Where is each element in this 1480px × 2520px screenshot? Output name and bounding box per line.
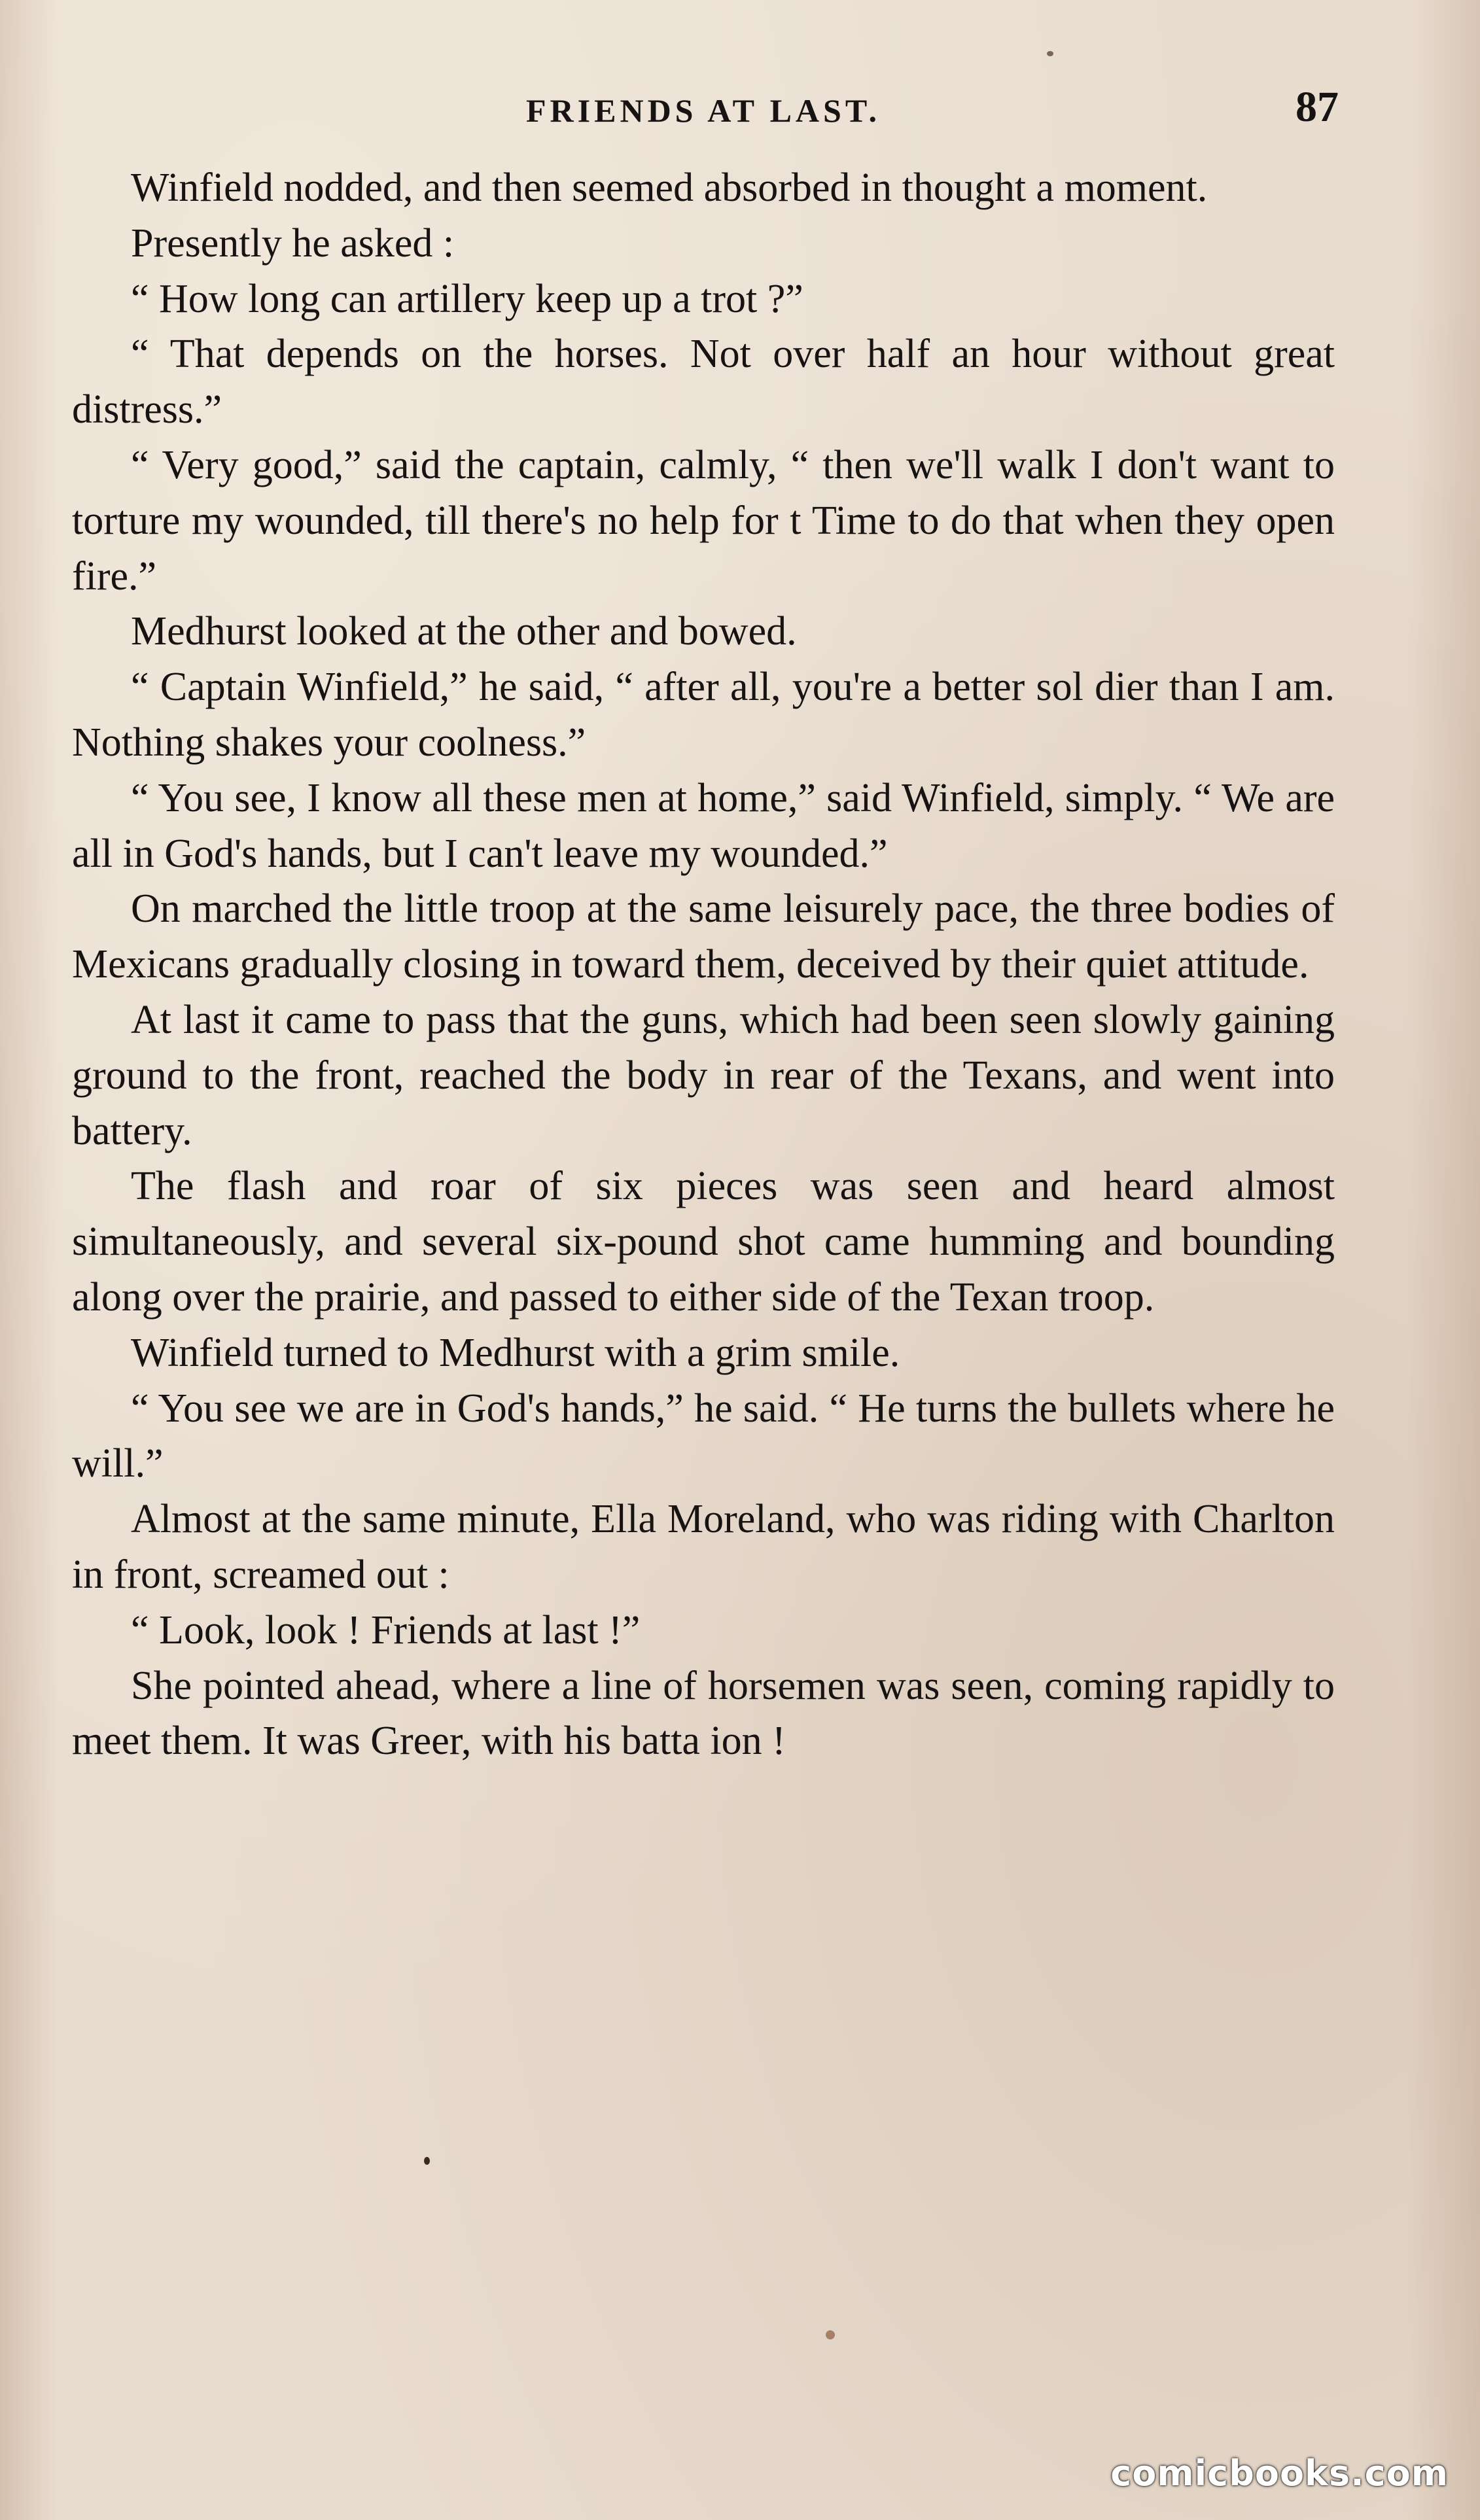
paragraph: Presently he asked : (131, 220, 455, 266)
paragraph: Winfield nodded, and then seemed absorbed in thought a moment. (131, 166, 1208, 210)
watermark-text: comicbooks.com (1110, 2453, 1449, 2494)
paragraph: The flash and roar of six pieces was seen and heard almost simultaneously, and several six-pound shot came humming and bounding along over the prairie, and passed to either side of the Texan troop. (72, 1164, 1335, 1320)
page-number: 87 (1295, 83, 1339, 131)
paragraph: At last it came to pass that the guns, which had been seen slowly gaining ground to the front, reached the body in rear of the Texans, and went into battery. (72, 997, 1335, 1153)
ink-speck (1047, 51, 1053, 56)
paragraph: She pointed ahead, where a line of horsemen was seen, coming rapidly to meet them. It was Greer, with his batta ion ! (72, 1663, 1335, 1764)
paragraph: “ You see we are in God's hands,” he said. “ He turns the bullets where he will.” (72, 1386, 1335, 1486)
paragraph: “ That depends on the horses. Not over half an hour without great distress.” (72, 332, 1335, 432)
paragraph: Almost at the same minute, Ella Moreland, who was riding with Charlton in front, screamed out : (72, 1497, 1335, 1597)
paragraph: Winfield turned to Medhurst with a grim smile. (131, 1330, 900, 1375)
paragraph: “ Captain Winfield,” he said, “ after all, you're a better sol dier than I am. Nothing shakes your coolness.” (72, 665, 1335, 765)
paragraph: “ Very good,” said the captain, calmly, “ then we'll walk I don't want to torture my wounded, till there's no help for t Time to do that when they open fire.” (72, 442, 1335, 599)
ink-speck (826, 2330, 835, 2339)
chapter-text (72, 160, 1335, 1769)
paragraph: “ Look, look ! Friends at last !” (131, 1607, 641, 1653)
paragraph: On marched the little troop at the same leisurely pace, the three bodies of Mexicans gradually closing in toward them, deceived by their quiet attitude. (72, 886, 1335, 987)
paragraph: Medhurst looked at the other and bowed. (131, 609, 797, 654)
paragraph: “ You see, I know all these men at home,” said Winfield, simply. “ We are all in God's hands, but I can't leave my wounded.” (72, 775, 1335, 876)
running-head: FRIENDS AT LAST. (526, 92, 881, 129)
page-header (72, 79, 1339, 137)
paragraph: “ How long can artillery keep up a trot ?” (131, 276, 803, 321)
ink-speck (424, 2157, 430, 2165)
